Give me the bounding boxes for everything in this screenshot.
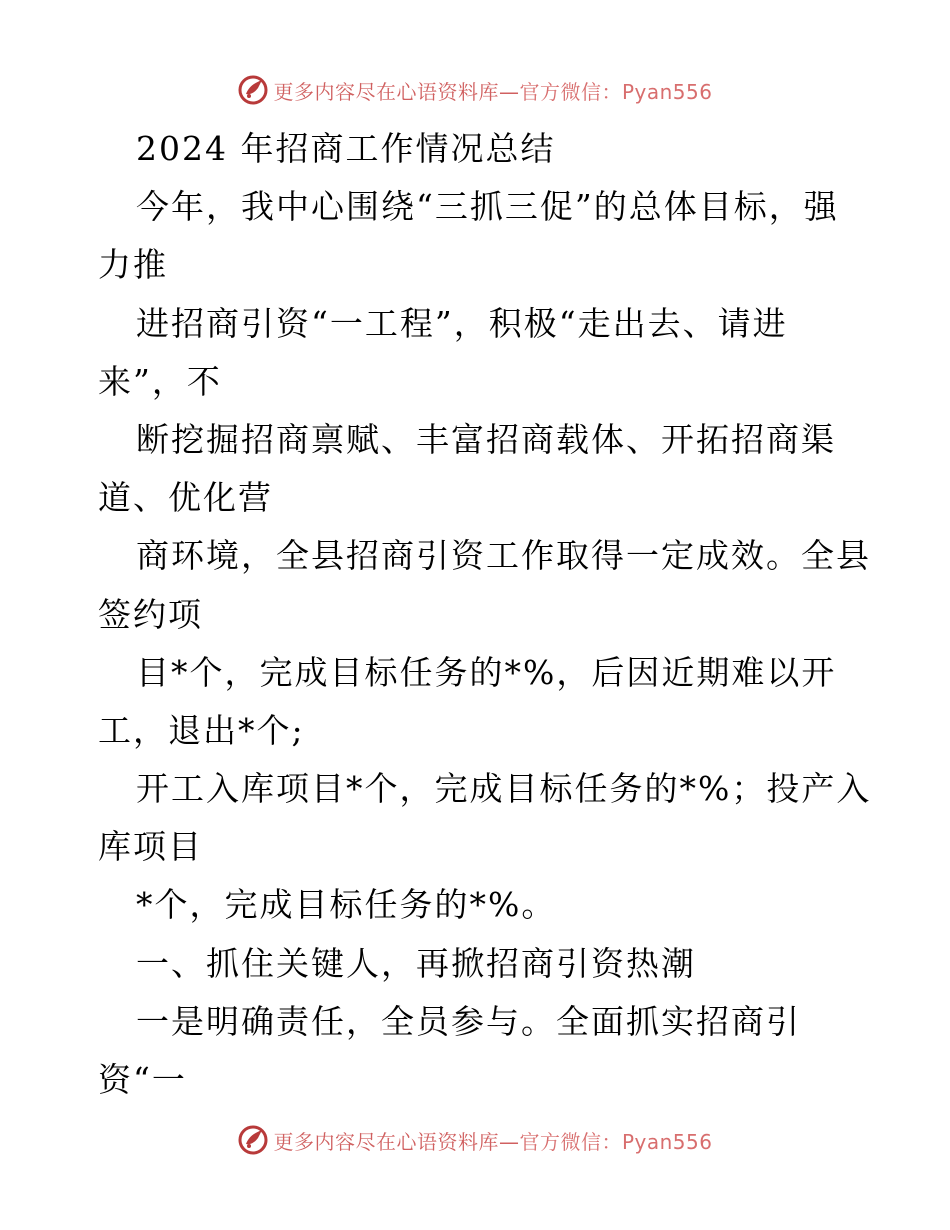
section-heading: 一、抓住关键人，再掀招商引资热潮 — [136, 943, 696, 983]
watermark-source-label: 更多内容尽在心语资料库— — [273, 1129, 520, 1154]
document-body — [98, 120, 872, 1109]
document-title: 2024 年招商工作情况总结 — [136, 129, 556, 168]
paragraph-line: 目*个，完成目标任务的*%，后因近期难以开 — [136, 652, 837, 692]
paragraph-line: 开工入库项目*个，完成目标任务的*%；投产入 — [136, 769, 872, 809]
paragraph-line: 道、优化营 — [98, 478, 273, 518]
header-watermark-banner — [0, 70, 950, 110]
paragraph-line: 工，退出*个; — [98, 710, 305, 750]
watermark-source-label: 更多内容尽在心语资料库— — [273, 79, 520, 104]
paragraph-line: 今年，我中心围绕“三抓三促”的总体目标，强 — [136, 187, 839, 227]
seal-logo-icon — [237, 74, 269, 106]
paragraph-line: 力推 — [98, 245, 168, 285]
paragraph-line: 断挖掘招商禀赋、丰富招商载体、开拓招商渠 — [136, 419, 836, 459]
paragraph-line: 签约项 — [98, 594, 203, 634]
seal-logo-icon — [237, 1124, 269, 1156]
paragraph-line: 进招商引资“一工程”，积极“走出去、请进 — [136, 303, 788, 343]
paragraph-line: 资“一 — [98, 1060, 187, 1099]
watermark-wechat-label: 官方微信：Pyan556 — [519, 79, 713, 104]
paragraph-line: *个，完成目标任务的*%。 — [136, 885, 557, 925]
paragraph-line: 库项目 — [98, 827, 203, 867]
paragraph-line: 商环境，全县招商引资工作取得一定成效。全县 — [136, 536, 871, 576]
footer-watermark-banner — [0, 1120, 950, 1160]
watermark-wechat-label: 官方微信：Pyan556 — [519, 1129, 713, 1154]
watermark-text — [273, 76, 712, 105]
paragraph-line: 来”，不 — [98, 361, 222, 401]
paragraph-line: 一是明确责任，全员参与。全面抓实招商引 — [136, 1001, 801, 1041]
watermark-text — [273, 1126, 712, 1155]
